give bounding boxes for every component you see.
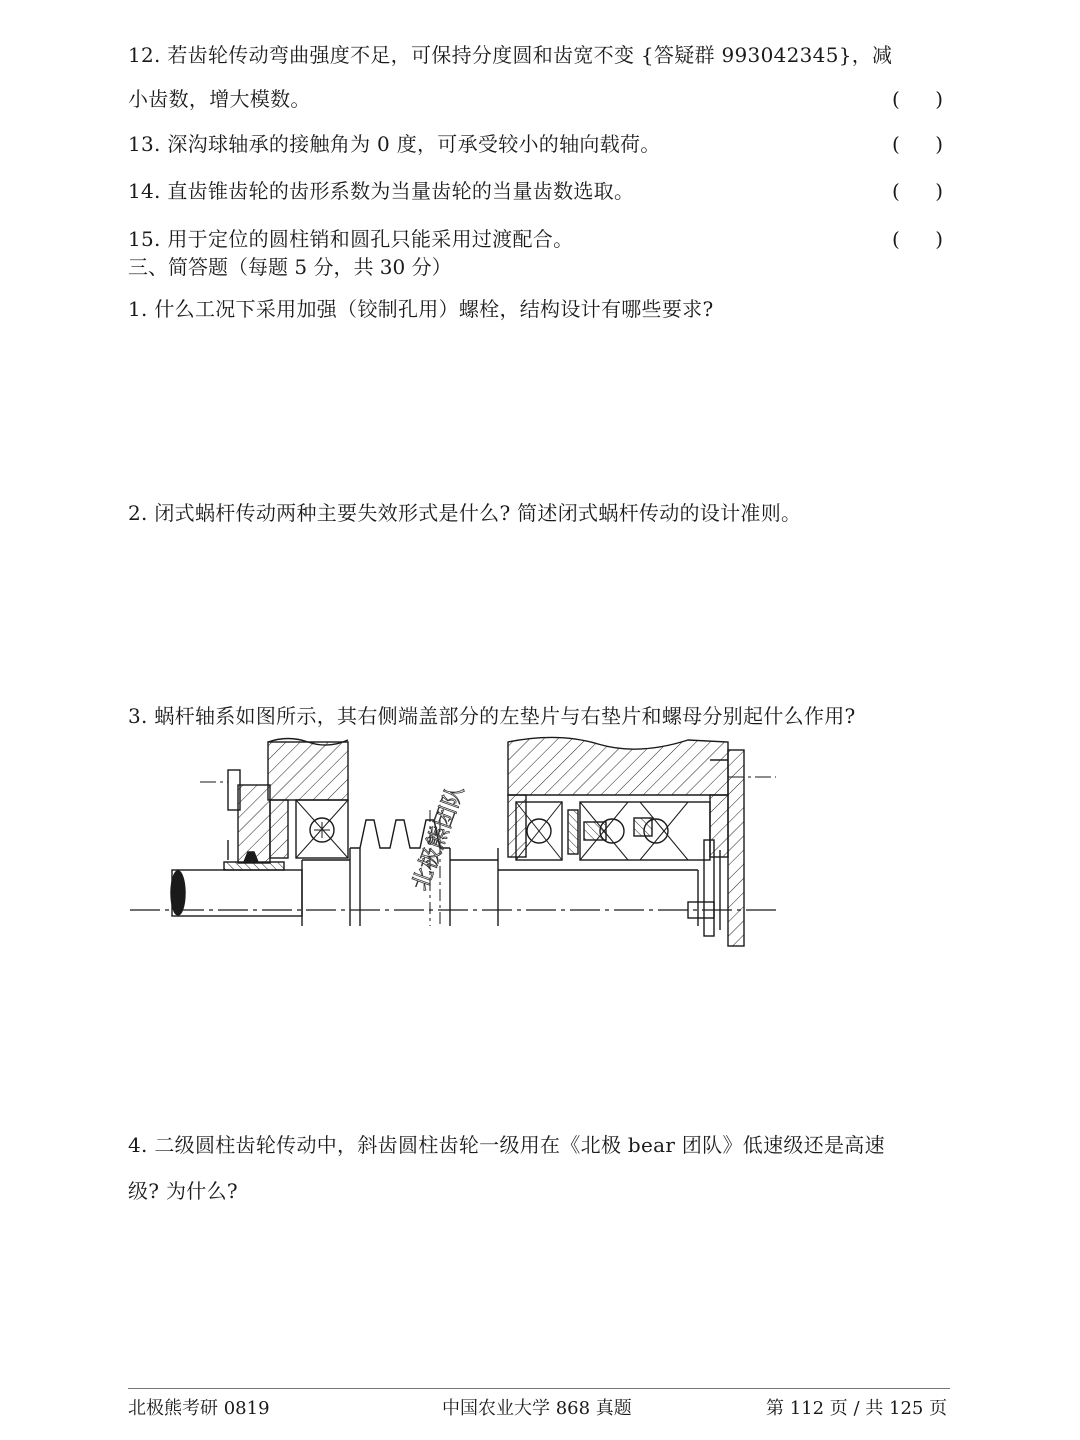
footer-left: 北极熊考研 0819: [128, 1398, 270, 1419]
short-answer-1: 1. 什么工况下采用加强（铰制孔用）螺栓，结构设计有哪些要求?: [128, 297, 714, 321]
short-answer-4-line2: 级? 为什么?: [128, 1179, 238, 1203]
answer-paren-14: ( ): [892, 179, 946, 203]
short-answer-2: 2. 闭式蜗杆传动两种主要失效形式是什么? 简述闭式蜗杆传动的设计准则。: [128, 501, 802, 525]
section-title: 三、简答题（每题 5 分，共 30 分）: [128, 255, 452, 279]
answer-paren-15: ( ): [892, 227, 946, 251]
answer-paren-12: ( ): [892, 87, 946, 111]
question-13: 13. 深沟球轴承的接触角为 0 度，可承受较小的轴向载荷。: [128, 132, 661, 156]
question-14: 14. 直齿锥齿轮的齿形系数为当量齿轮的当量齿数选取。: [128, 179, 635, 203]
short-answer-3: 3. 蜗杆轴系如图所示，其右侧端盖部分的左垫片与右垫片和螺母分别起什么作用?: [128, 704, 856, 728]
answer-paren-13: ( ): [892, 132, 946, 156]
worm-shaft-figure: [128, 730, 788, 960]
footer-page-number: 第 112 页 / 共 125 页: [766, 1398, 948, 1419]
question-12-line2: 小齿数，增大模数。: [128, 87, 311, 111]
question-12-line1: 12. 若齿轮传动弯曲强度不足，可保持分度圆和齿宽不变 {答疑群 993042345}，减: [128, 43, 893, 67]
short-answer-4-line1: 4. 二级圆柱齿轮传动中，斜齿圆柱齿轮一级用在《北极 bear 团队》低速级还是高速: [128, 1133, 885, 1157]
footer-center: 中国农业大学 868 真题: [442, 1398, 632, 1419]
watermark-text: 北极熊团队: [408, 782, 470, 895]
question-15: 15. 用于定位的圆柱销和圆孔只能采用过渡配合。: [128, 227, 574, 251]
footer-divider: [128, 1388, 950, 1389]
